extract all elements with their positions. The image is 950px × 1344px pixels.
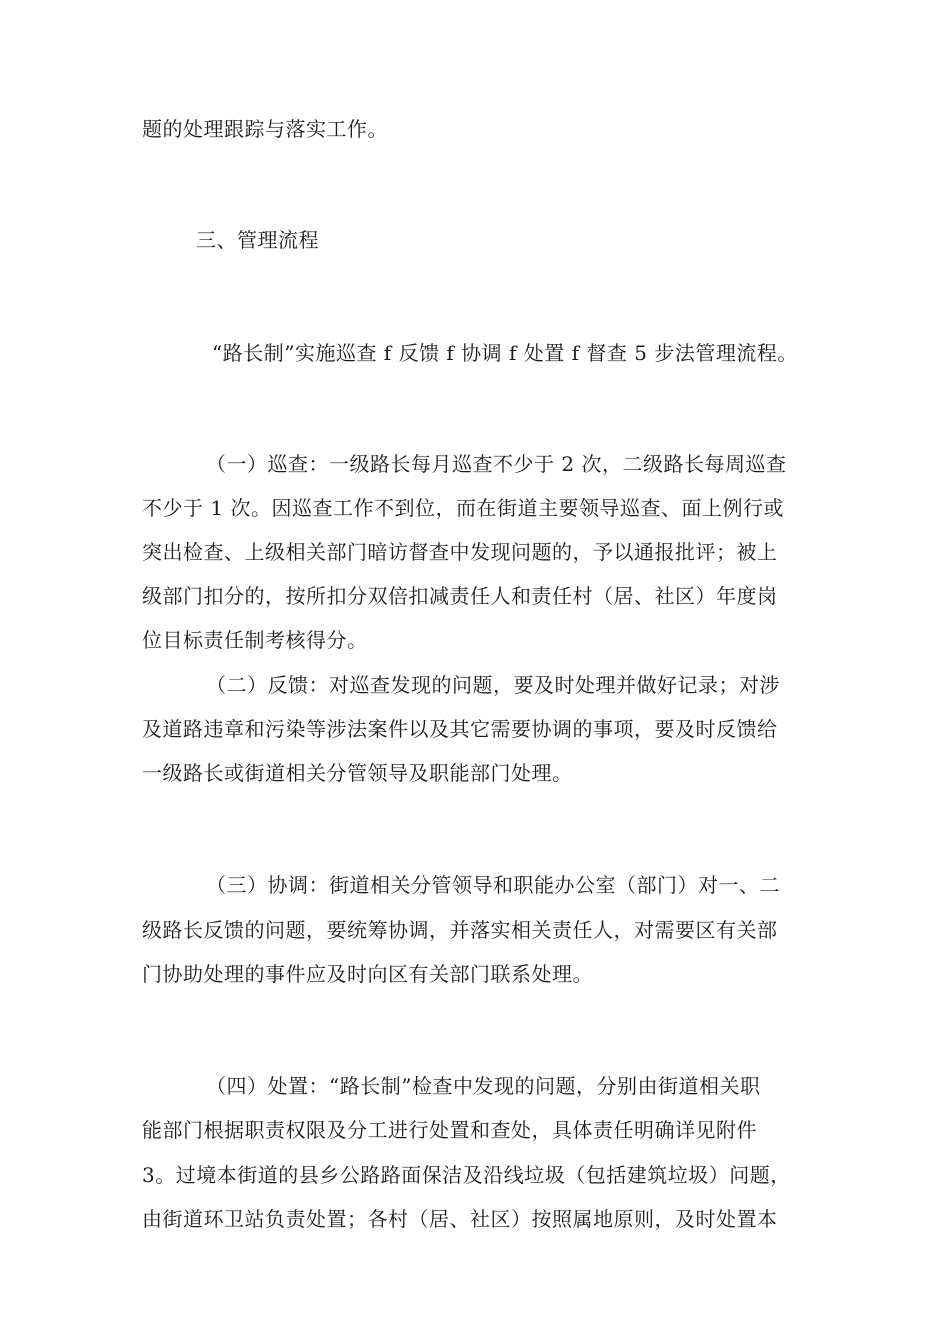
item-coordination-line-3: 门协助处理的事件应及时向区有关部门联系处理。: [142, 962, 593, 986]
item-disposal-line-2: 能部门根据职责权限及分工进行处置和查处，具体责任明确详见附件: [142, 1118, 757, 1142]
item-feedback-line-2: 及道路违章和污染等涉法案件以及其它需要协调的事项，要及时反馈给: [142, 717, 778, 741]
item-inspection-line-3: 突出检查、上级相关部门暗访督查中发现问题的，予以通报批评；被上: [142, 540, 778, 564]
item-inspection-line-1: （一）巡查：一级路长每月巡查不少于 2 次，二级路长每周巡查: [206, 452, 787, 476]
item-inspection-line-5: 位目标责任制考核得分。: [142, 628, 368, 652]
item-disposal-line-3: 3。过境本街道的县乡公路路面保洁及沿线垃圾（包括建筑垃圾）问题，: [142, 1163, 791, 1187]
item-coordination-line-2: 级路长反馈的问题，要统筹协调，并落实相关责任人，对需要区有关部: [142, 918, 778, 942]
item-coordination-line-1: （三）协调：街道相关分管领导和职能办公室（部门）对一、二: [206, 873, 780, 897]
item-inspection-line-2: 不少于 1 次。因巡查工作不到位，而在街道主要领导巡查、面上例行或: [142, 496, 784, 520]
process-summary: “路长制”实施巡查 f 反馈 f 协调 f 处置 f 督查 5 步法管理流程。: [212, 341, 798, 365]
item-inspection-line-4: 级部门扣分的，按所扣分双倍扣减责任人和责任村（居、社区）年度岗: [142, 584, 778, 608]
item-feedback-line-1: （二）反馈：对巡查发现的问题，要及时处理并做好记录；对涉: [206, 673, 780, 697]
item-feedback-line-3: 一级路长或街道相关分管领导及职能部门处理。: [142, 761, 573, 785]
item-disposal-line-1: （四）处置：“路长制”检查中发现的问题，分别由街道相关职: [206, 1074, 761, 1098]
section-heading: 三、管理流程: [196, 228, 319, 252]
paragraph-continuation: 题的处理跟踪与落实工作。: [142, 117, 388, 141]
item-disposal-line-4: 由街道环卫站负责处置；各村（居、社区）按照属地原则，及时处置本: [142, 1207, 778, 1231]
